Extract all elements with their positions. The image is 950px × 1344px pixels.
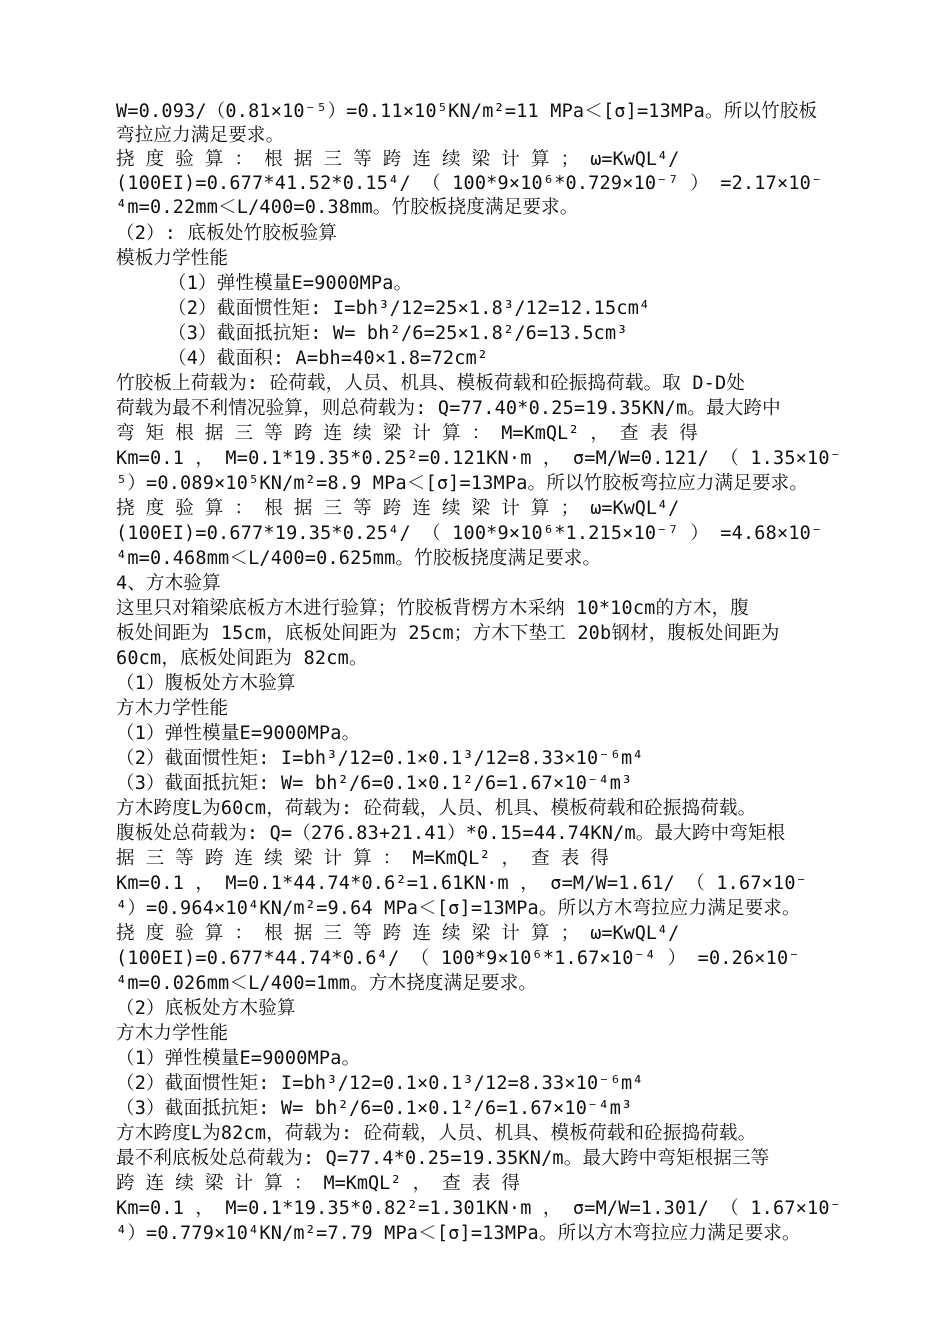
text-line: 弯拉应力满足要求。 [116,125,285,146]
text-line: 挠 度 验 算 ： 根 据 三 等 跨 连 续 梁 计 算 ； ω=KwQL⁴/ [116,498,680,519]
text-line: (100EI)=0.677*41.52*0.15⁴/ （ 100*9×10⁶*0.729×10⁻⁷ ） =2.17×10⁻ [116,173,823,194]
list-item: （3）截面抵抗矩: W= bh²/6=25×1.8²/6=13.5cm³ [168,323,628,344]
text-line: Km=0.1 ， M=0.1*19.35*0.82²=1.301KN·m ， σ=M/W=1.301/ （ 1.67×10⁻ [116,1198,842,1219]
text-line: 方木跨度L为60cm，荷载为: 砼荷载，人员、机具、模板荷载和砼振捣荷载。 [116,798,757,819]
text-line: 弯 矩 根 据 三 等 跨 连 续 梁 计 算 ： M=KmQL² ， 查 表 得 [116,423,698,444]
text-line: (100EI)=0.677*19.35*0.25⁴/ （ 100*9×10⁶*1.215×10⁻⁷ ） =4.68×10⁻ [116,523,823,544]
text-line: 据 三 等 跨 连 续 梁 计 算 ： M=KmQL² ， 查 表 得 [116,848,609,869]
section-heading: （2）: 底板处竹胶板验算 [116,223,338,244]
list-item: （4）截面积: A=bh=40×1.8=72cm² [168,348,489,369]
list-item: （1）弹性模量E=9000MPa。 [168,273,413,294]
list-item: （1）弹性模量E=9000MPa。 [116,1048,361,1069]
list-item: （2）截面惯性矩: I=bh³/12=0.1×0.1³/12=8.33×10⁻⁶m⁴ [116,748,644,769]
text-line: 60cm，底板处间距为 82cm。 [116,648,368,669]
subsection-heading: 模板力学性能 [116,248,229,269]
text-line: 方木跨度L为82cm，荷载为: 砼荷载，人员、机具、模板荷载和砼振捣荷载。 [116,1123,757,1144]
text-line: 最不利底板处总荷载为: Q=77.4*0.25=19.35KN/m。最大跨中弯矩根据三等 [116,1148,770,1169]
text-line: 跨 连 续 梁 计 算 ： M=KmQL² ， 查 表 得 [116,1173,520,1194]
text-line: ⁴m=0.026mm＜L/400=1mm。方木挠度满足要求。 [116,973,538,994]
text-line: Km=0.1 ， M=0.1*44.74*0.6²=1.61KN·m ， σ=M/W=1.61/ （ 1.67×10⁻ [116,873,808,894]
text-line: 挠 度 验 算 ： 根 据 三 等 跨 连 续 梁 计 算 ； ω=KwQL⁴/ [116,149,680,170]
list-item: （1）弹性模量E=9000MPa。 [116,723,361,744]
text-line: ⁵）=0.089×10⁵KN/m²=8.9 MPa＜[σ]=13MPa。所以竹胶板弯拉应力满足要求。 [116,473,809,494]
list-item: （3）截面抵抗矩: W= bh²/6=0.1×0.1²/6=1.67×10⁻⁴m³ [116,1098,633,1119]
list-item: （2）截面惯性矩: I=bh³/12=0.1×0.1³/12=8.33×10⁻⁶m⁴ [116,1073,644,1094]
list-item: （2）截面惯性矩: I=bh³/12=25×1.8³/12=12.15cm⁴ [168,298,651,319]
subsection-heading: 方木力学性能 [116,1023,229,1044]
text-line: 板处间距为 15cm，底板处间距为 25cm；方木下垫工 20b钢材，腹板处间距为 [116,623,780,644]
text-line: 竹胶板上荷载为: 砼荷载，人员、机具、模板荷载和砼振捣荷载。取 D-D处 [116,373,746,394]
section-heading: 4、方木验算 [116,573,221,594]
text-line: (100EI)=0.677*44.74*0.6⁴/ （ 100*9×10⁶*1.67×10⁻⁴ ） =0.26×10⁻ [116,948,800,969]
text-line: ⁴m=0.468mm＜L/400=0.625mm。竹胶板挠度满足要求。 [116,548,602,569]
text-line: W=0.093/（0.81×10⁻⁵）=0.11×10⁵KN/m²=11 MPa＜[σ]=13MPa。所以竹胶板 [116,101,818,122]
text-line: 荷载为最不利情况验算，则总荷载为: Q=77.40*0.25=19.35KN/m。最大跨中 [116,398,781,419]
section-heading: （2）底板处方木验算 [116,998,296,1019]
text-line: Km=0.1 ， M=0.1*19.35*0.25²=0.121KN·m ， σ=M/W=0.121/ （ 1.35×10⁻ [116,448,842,469]
subsection-heading: 方木力学性能 [116,698,229,719]
text-line: 腹板处总荷载为: Q=（276.83+21.41）*0.15=44.74KN/m。最大跨中弯矩根 [116,823,786,844]
text-line: ⁴）=0.964×10⁴KN/m²=9.64 MPa＜[σ]=13MPa。所以方木弯拉应力满足要求。 [116,898,801,919]
text-line: 这里只对箱梁底板方木进行验算；竹胶板背楞方木采纳 10*10cm的方木，腹 [116,598,750,619]
list-item: （3）截面抵抗矩: W= bh²/6=0.1×0.1²/6=1.67×10⁻⁴m³ [116,773,633,794]
text-line: ⁴m=0.22mm＜L/400=0.38mm。竹胶板挠度满足要求。 [116,197,579,218]
section-heading: （1）腹板处方木验算 [116,673,296,694]
text-line: ⁴）=0.779×10⁴KN/m²=7.79 MPa＜[σ]=13MPa。所以方木弯拉应力满足要求。 [116,1223,801,1244]
text-line: 挠 度 验 算 ： 根 据 三 等 跨 连 续 梁 计 算 ； ω=KwQL⁴/ [116,923,680,944]
